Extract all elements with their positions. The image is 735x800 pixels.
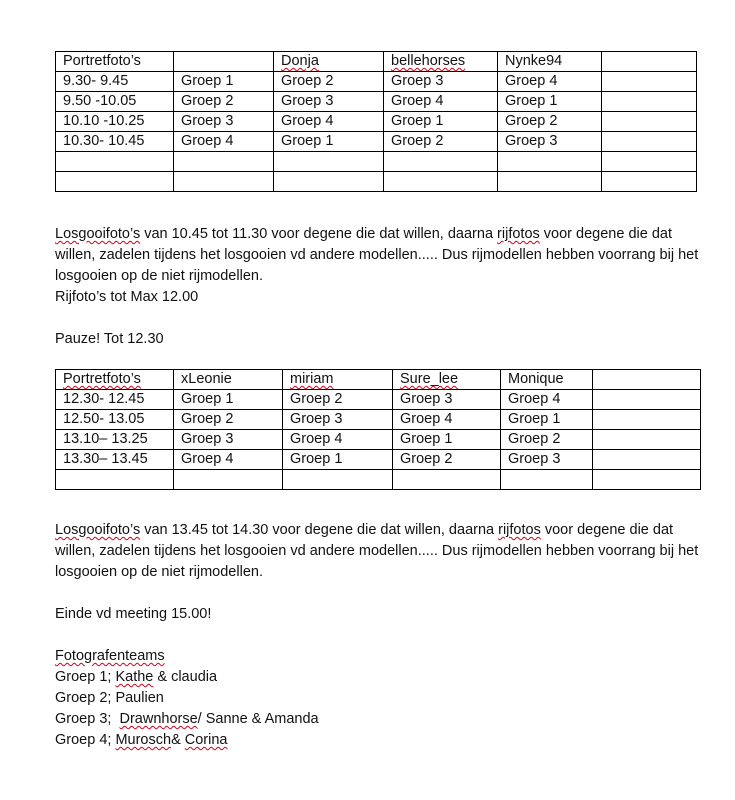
table-row xyxy=(56,390,701,410)
spell-flag-word: Losgooifoto’s xyxy=(55,226,141,242)
table-cell: Groep 2 xyxy=(498,112,602,132)
table-cell xyxy=(593,390,701,410)
table-cell: miriam xyxy=(283,370,393,390)
table-cell xyxy=(56,470,174,490)
table-cell xyxy=(593,410,701,430)
table-cell: Monique xyxy=(501,370,593,390)
spell-flag-word: rijfotos xyxy=(498,522,541,538)
table-cell: Groep 3 xyxy=(283,410,393,430)
spell-flag-word: rijfotos xyxy=(497,226,540,242)
table-cell: 9.50 -10.05 xyxy=(56,92,174,112)
table-cell: Groep 2 xyxy=(174,410,283,430)
table-cell xyxy=(56,172,174,192)
schedule-table-morning xyxy=(55,51,697,192)
table-cell: xLeonie xyxy=(174,370,283,390)
table-cell: Groep 3 xyxy=(174,430,283,450)
table-row xyxy=(56,430,701,450)
table-row xyxy=(56,470,701,490)
table-cell xyxy=(593,470,701,490)
table-cell: Groep 1 xyxy=(274,132,384,152)
table-cell: 13.30– 13.45 xyxy=(56,450,174,470)
table-row xyxy=(56,132,697,152)
table-cell xyxy=(384,172,498,192)
table-row xyxy=(56,172,697,192)
table-cell: Groep 1 xyxy=(393,430,501,450)
table-cell: Groep 1 xyxy=(283,450,393,470)
table-row xyxy=(56,450,701,470)
table-row xyxy=(56,52,697,72)
table-cell: 9.30- 9.45 xyxy=(56,72,174,92)
table-cell: Groep 3 xyxy=(274,92,384,112)
table-cell: Groep 4 xyxy=(498,72,602,92)
table-cell xyxy=(602,172,697,192)
table-cell: 12.30- 12.45 xyxy=(56,390,174,410)
table-cell xyxy=(56,152,174,172)
table-cell: Groep 3 xyxy=(393,390,501,410)
table-cell xyxy=(602,72,697,92)
spell-flag-word: Losgooifoto’s xyxy=(55,522,141,538)
table-cell xyxy=(593,430,701,450)
table-cell: Groep 4 xyxy=(174,450,283,470)
losgooi-paragraph-2: Losgooifoto’s van 13.45 tot 14.30 voor degene die dat willen, daarna rijfotos voor degene die dat willen, zadelen tijdens het losgooien vd andere modellen..... Dus rijmodellen hebben voorrang bij het losgooien op de niet rijmodellen. xyxy=(55,522,699,580)
table-cell xyxy=(501,470,593,490)
table-cell: Groep 2 xyxy=(274,72,384,92)
team-group-2: Groep 2; Paulien xyxy=(55,690,164,706)
table-cell: 12.50- 13.05 xyxy=(56,410,174,430)
table-cell: Groep 4 xyxy=(174,132,274,152)
table-cell: Groep 2 xyxy=(393,450,501,470)
table-cell xyxy=(283,470,393,490)
team-group-3: Groep 3; Drawnhorse/ Sanne & Amanda xyxy=(55,711,319,727)
table-cell: Groep 4 xyxy=(384,92,498,112)
table-cell: Groep 3 xyxy=(384,72,498,92)
table-cell: Groep 1 xyxy=(174,72,274,92)
table-cell xyxy=(274,152,384,172)
table-cell: Groep 2 xyxy=(283,390,393,410)
table-cell: Groep 1 xyxy=(501,410,593,430)
table-cell: Groep 2 xyxy=(384,132,498,152)
table-cell xyxy=(174,470,283,490)
table-cell: Portretfoto’s xyxy=(56,52,174,72)
table-cell: Groep 1 xyxy=(384,112,498,132)
teams-section xyxy=(55,646,715,751)
table-row xyxy=(56,152,697,172)
table-cell: Donja xyxy=(274,52,384,72)
table-cell: Groep 3 xyxy=(174,112,274,132)
team-group-1: Groep 1; Kathe & claudia xyxy=(55,669,218,685)
table-cell xyxy=(602,132,697,152)
table-cell xyxy=(593,450,701,470)
table-cell: Groep 2 xyxy=(174,92,274,112)
table-cell: Groep 1 xyxy=(498,92,602,112)
table-cell: Groep 4 xyxy=(393,410,501,430)
table-cell xyxy=(274,172,384,192)
table-cell: Nynke94 xyxy=(498,52,602,72)
table-cell xyxy=(393,470,501,490)
table-cell xyxy=(384,152,498,172)
table-cell xyxy=(498,172,602,192)
rijfoto-line: Rijfoto’s tot Max 12.00 xyxy=(55,289,199,305)
table-cell xyxy=(602,152,697,172)
teams-heading: Fotografenteams xyxy=(55,648,165,664)
losgooi-paragraph-1: Losgooifoto’s van 10.45 tot 11.30 voor degene die dat willen, daarna rijfotos voor degene die dat willen, zadelen tijdens het losgooien vd andere modellen..... Dus rijmodellen hebben voorrang bij het losgooien op de niet rijmodellen. xyxy=(55,226,699,284)
table-cell: Groep 3 xyxy=(498,132,602,152)
schedule-table-afternoon-body xyxy=(56,370,701,490)
table-cell: Groep 4 xyxy=(501,390,593,410)
table-cell: bellehorses xyxy=(384,52,498,72)
table-cell: Groep 1 xyxy=(174,390,283,410)
team-group-4: Groep 4; Murosch& Corina xyxy=(55,732,228,748)
table-cell: Groep 4 xyxy=(283,430,393,450)
table-cell: 10.10 -10.25 xyxy=(56,112,174,132)
table-row xyxy=(56,72,697,92)
end-meeting-line: Einde vd meeting 15.00! xyxy=(55,606,212,622)
schedule-table-morning-body xyxy=(56,52,697,192)
table-cell xyxy=(498,152,602,172)
table-row xyxy=(56,92,697,112)
table-cell xyxy=(174,52,274,72)
table-cell: Groep 3 xyxy=(501,450,593,470)
table-cell xyxy=(602,112,697,132)
table-row xyxy=(56,370,701,390)
pause-line: Pauze! Tot 12.30 xyxy=(55,331,164,347)
table-row xyxy=(56,112,697,132)
table-cell: Sure_lee xyxy=(393,370,501,390)
table-cell: Groep 2 xyxy=(501,430,593,450)
table-row xyxy=(56,410,701,430)
table-cell xyxy=(174,152,274,172)
table-cell xyxy=(593,370,701,390)
table-cell: Groep 4 xyxy=(274,112,384,132)
table-cell: 10.30- 10.45 xyxy=(56,132,174,152)
table-cell xyxy=(602,92,697,112)
table-cell: 13.10– 13.25 xyxy=(56,430,174,450)
table-cell xyxy=(602,52,697,72)
schedule-table-afternoon xyxy=(55,369,701,490)
table-cell xyxy=(174,172,274,192)
table-cell: Portretfoto’s xyxy=(56,370,174,390)
